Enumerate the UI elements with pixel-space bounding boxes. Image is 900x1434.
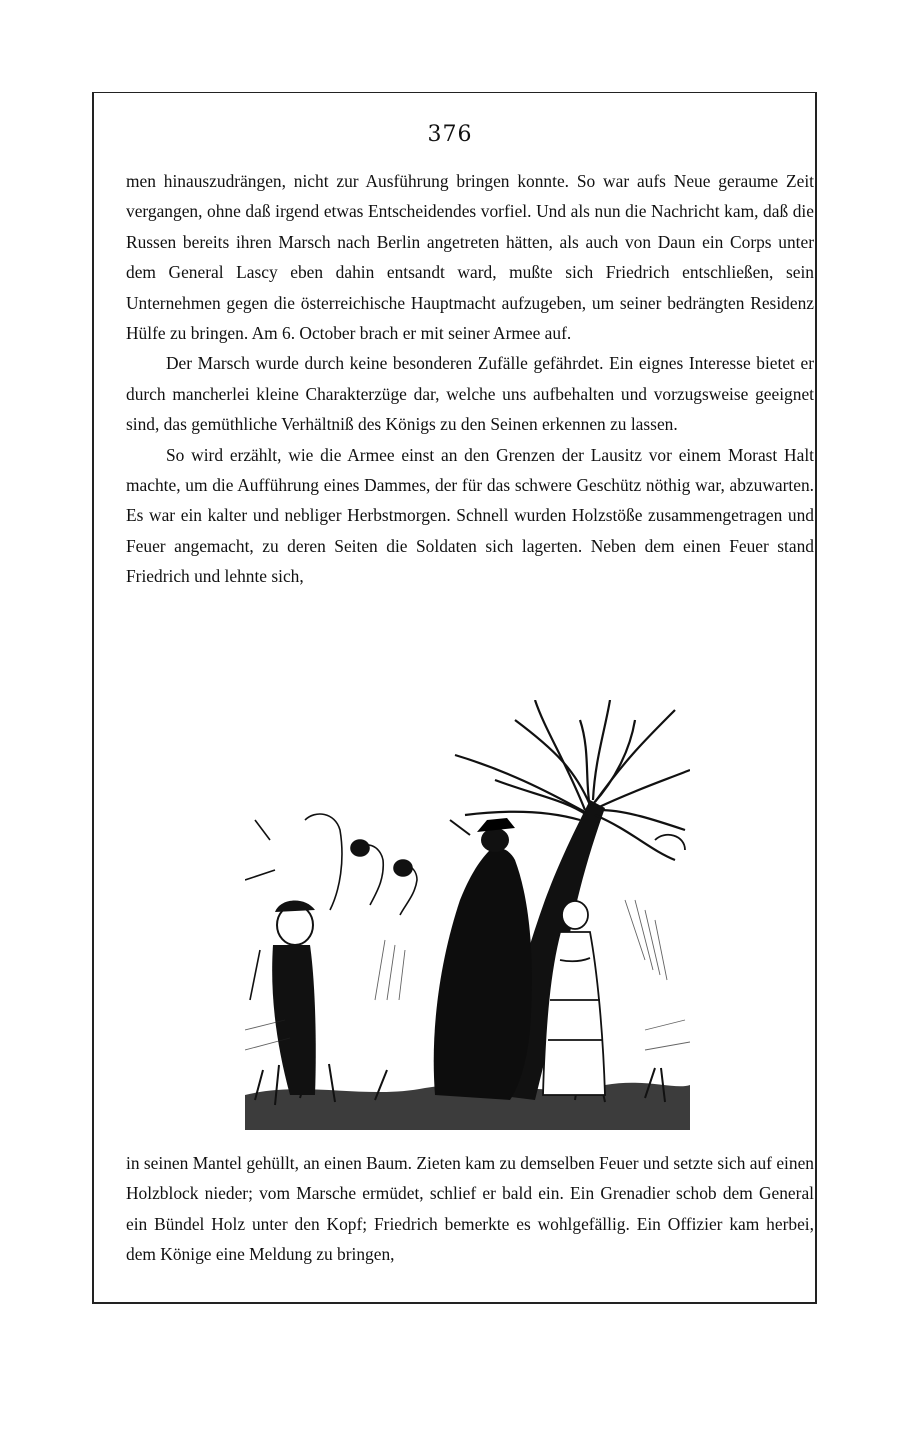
- woodcut-illustration: [245, 700, 690, 1130]
- cloaked-figure: [434, 848, 532, 1100]
- paragraph-2: Der Marsch wurde durch keine besonderen Zufälle gefährdet. Ein eignes Interesse bietet er durch mancherlei kleine Charakterzüge dar, welche uns aufbehalten und vorzugsweise geeignet sind, das gemüthliche Verhältniß des Königs zu den Seinen erkennen zu lassen.: [126, 353, 814, 435]
- body-text-top: [126, 166, 814, 592]
- body-text-bottom: [126, 1148, 814, 1270]
- page-number: 376: [427, 122, 473, 147]
- paragraph-1: men hinauszudrängen, nicht zur Ausführung bringen konnte. So war aufs Neue geraume Zeit vergangen, ohne daß irgend etwas Entscheidendes vorfiel. Und als nun die Nachricht kam, daß die Russen bereits ihren Marsch nach Berlin angetreten hätten, als auch von Daun ein Corps unter dem General Lascy eben dahin entsandt ward, mußte sich Friedrich entschließen, sein Unternehmen gegen die österreichische Hauptmacht aufzugeben, um seiner bedrängten Residenz Hülfe zu bringen. Am 6. October brach er mit seiner Armee auf.: [126, 171, 814, 344]
- paragraph-4: in seinen Mantel gehüllt, an einen Baum. Zieten kam zu demselben Feuer und setzte sich auf einen Holzblock nieder; vom Marsche ermüdet, schlief er bald ein. Ein Grenadier schob dem General ein Bündel Holz unter den Kopf; Friedrich bemerkte es wohlgefällig. Ein Offizier kam herbei, dem Könige eine Meldung zu bringen,: [126, 1153, 814, 1265]
- paragraph-3: So wird erzählt, wie die Armee einst an den Grenzen der Lausitz vor einem Morast Halt machte, um die Aufführung eines Dammes, der für das schwere Geschütz nöthig war, abzuwarten. Es war ein kalter und nebliger Herbstmorgen. Schnell wurden Holzstöße zusammengetragen und Feuer angemacht, zu deren Seiten die Soldaten sich lagerten. Neben dem einen Feuer stand Friedrich und lehnte sich,: [126, 444, 814, 587]
